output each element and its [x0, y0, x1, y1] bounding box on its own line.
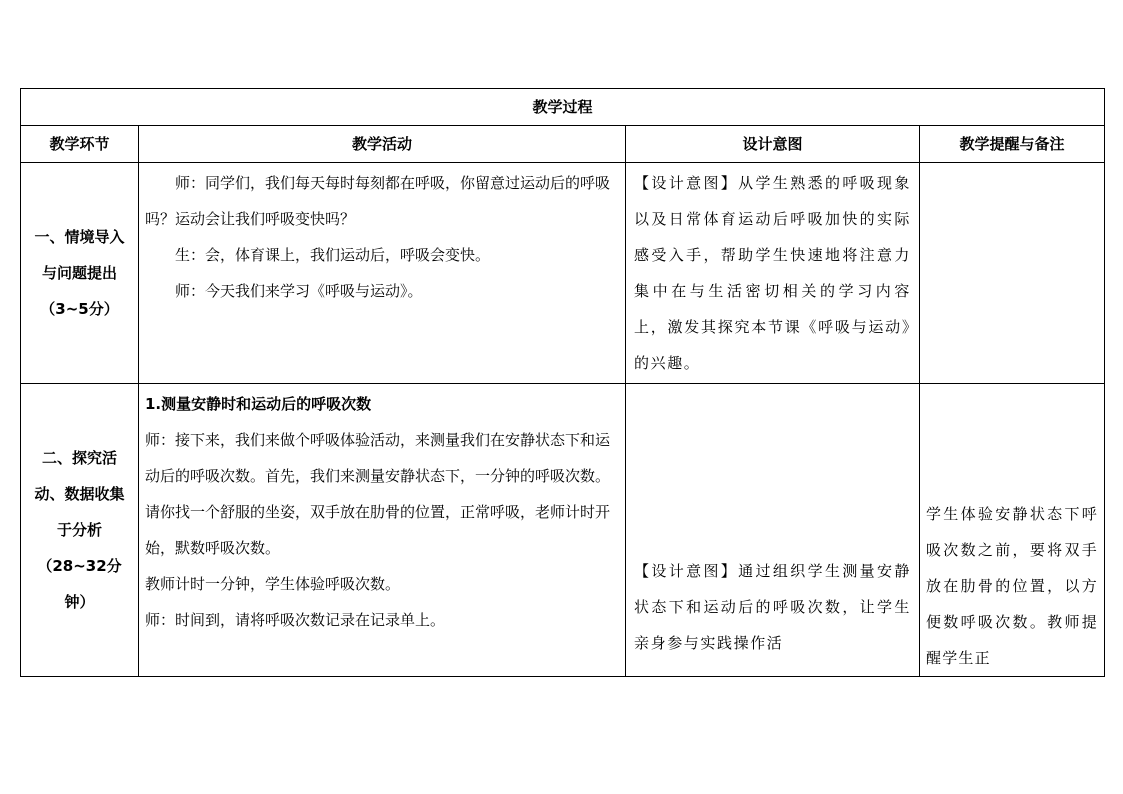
note-text: 学生体验安静状态下呼吸次数之前，要将双手放在肋骨的位置，以方便数呼吸次数。教师提醒学生正 — [926, 505, 1099, 667]
activity-paragraph: 师：今天我们来学习《呼吸与运动》。 — [175, 282, 423, 300]
intent-text: 【设计意图】从学生熟悉的呼吸现象以及日常体育运动后呼吸加快的实际感受入手，帮助学生快速地将注意力集中在与生活密切相关的学习内容上，激发其探究本节课《呼吸与运动》的兴趣。 — [634, 174, 911, 372]
note-cell — [920, 384, 1105, 677]
activity-cell — [139, 384, 626, 677]
header-stage: 教学环节 — [21, 126, 139, 163]
activity-cell — [139, 163, 626, 384]
stage-cell: 一、情境导入与问题提出（3~5分） — [21, 163, 139, 384]
table-title: 教学过程 — [21, 89, 1105, 126]
activity-heading: 1.测量安静时和运动后的呼吸次数 — [145, 395, 372, 413]
stage-cell: 二、探究活动、数据收集于分析（28~32分钟） — [21, 384, 139, 677]
table-row — [21, 163, 1105, 384]
activity-paragraph: 师：接下来，我们来做个呼吸体验活动，来测量我们在安静状态下和运动后的呼吸次数。首先，我们来测量安静状态下，一分钟的呼吸次数。请你找一个舒服的坐姿，双手放在肋骨的位置，正常呼吸，老师计时开始，默数呼吸次数。 — [145, 431, 611, 557]
table-row — [21, 384, 1105, 677]
intent-cell — [626, 384, 920, 677]
note-cell — [920, 163, 1105, 384]
header-note: 教学提醒与备注 — [920, 126, 1105, 163]
intent-text: 【设计意图】通过组织学生测量安静状态下和运动后的呼吸次数，让学生亲身参与实践操作活 — [634, 562, 911, 652]
activity-paragraph: 师：同学们，我们每天每时每刻都在呼吸，你留意过运动后的呼吸吗？运动会让我们呼吸变快吗？ — [145, 174, 611, 228]
header-intent: 设计意图 — [626, 126, 920, 163]
activity-paragraph: 师：时间到，请将呼吸次数记录在记录单上。 — [145, 611, 446, 629]
activity-paragraph: 教师计时一分钟，学生体验呼吸次数。 — [145, 575, 401, 593]
activity-paragraph: 生：会，体育课上，我们运动后，呼吸会变快。 — [175, 246, 491, 264]
teaching-process-table — [20, 88, 1105, 677]
intent-cell — [626, 163, 920, 384]
header-activity: 教学活动 — [139, 126, 626, 163]
